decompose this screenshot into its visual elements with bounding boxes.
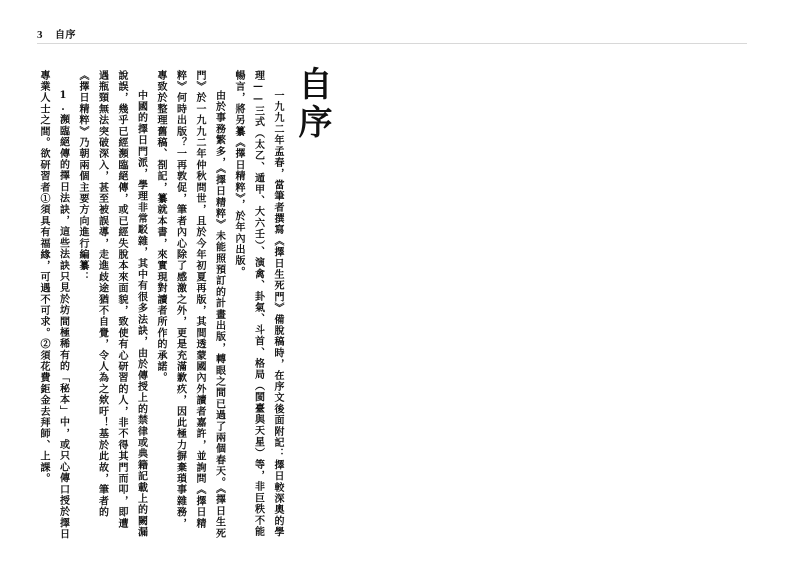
- paragraph-4: 1.瀕臨絕傳的擇日法訣，這些法訣只見於坊間極稀有的「秘本」中，或只心傳口授於擇日專業人士之間。欲研習者①須具有福緣，可遇不可求。②須花費鉅金去拜師、上課。: [38, 70, 69, 540]
- chapter-title: 自序: [292, 66, 332, 142]
- header-rule: [37, 43, 747, 44]
- paragraph-2: 由於事務繁多，《擇日精粹》未能照預訂的計畫出版，轉眼之間已過了兩個春天。《擇日生死門》於一九九二年仲秋問世，且於今年初夏再版，其間透蒙國內外讀者嘉許，並詢問《擇日精粹》何時出版？一再敦促，筆者內心除了感激之外，更是充滿歉疚，因此極力摒棄瑣事雜務，專致於整理舊稿、剳記，纂就本書，來實現對讀者所作的承諾。: [155, 70, 225, 540]
- paragraph-3: 中國的擇日門派，學理非常駁雜，其中有很多法訣，由於傳授上的禁律或典籍記載上的闕漏說誤，幾乎已經瀕臨絕傳，或已經失脫本來面貌，致使有心研習的人，非不得其門而叩，即遭遇瓶頸無法突破深入，甚至被誤導，走進歧途猶不自覺，令人為之欸吁！基於此故，筆者的《擇日精粹》乃朝兩個主要方向進行編纂：: [77, 70, 147, 538]
- preface-body: [38, 70, 287, 540]
- paragraph-1: 一九九二年孟春，當筆者撰寫《擇日生死門》備脫稿時，在序文後面附記：擇日較深奧的學理——三式（太乙、遁甲、大六壬）、演禽、卦氣、斗首、格局（閩臺與天星）等，非巨秩不能暢言，將另纂《擇日精粹》，於年內出版。: [233, 70, 283, 538]
- running-section-title: 自序: [55, 30, 76, 41]
- page-number: 3: [37, 29, 43, 41]
- page-header: [37, 26, 76, 44]
